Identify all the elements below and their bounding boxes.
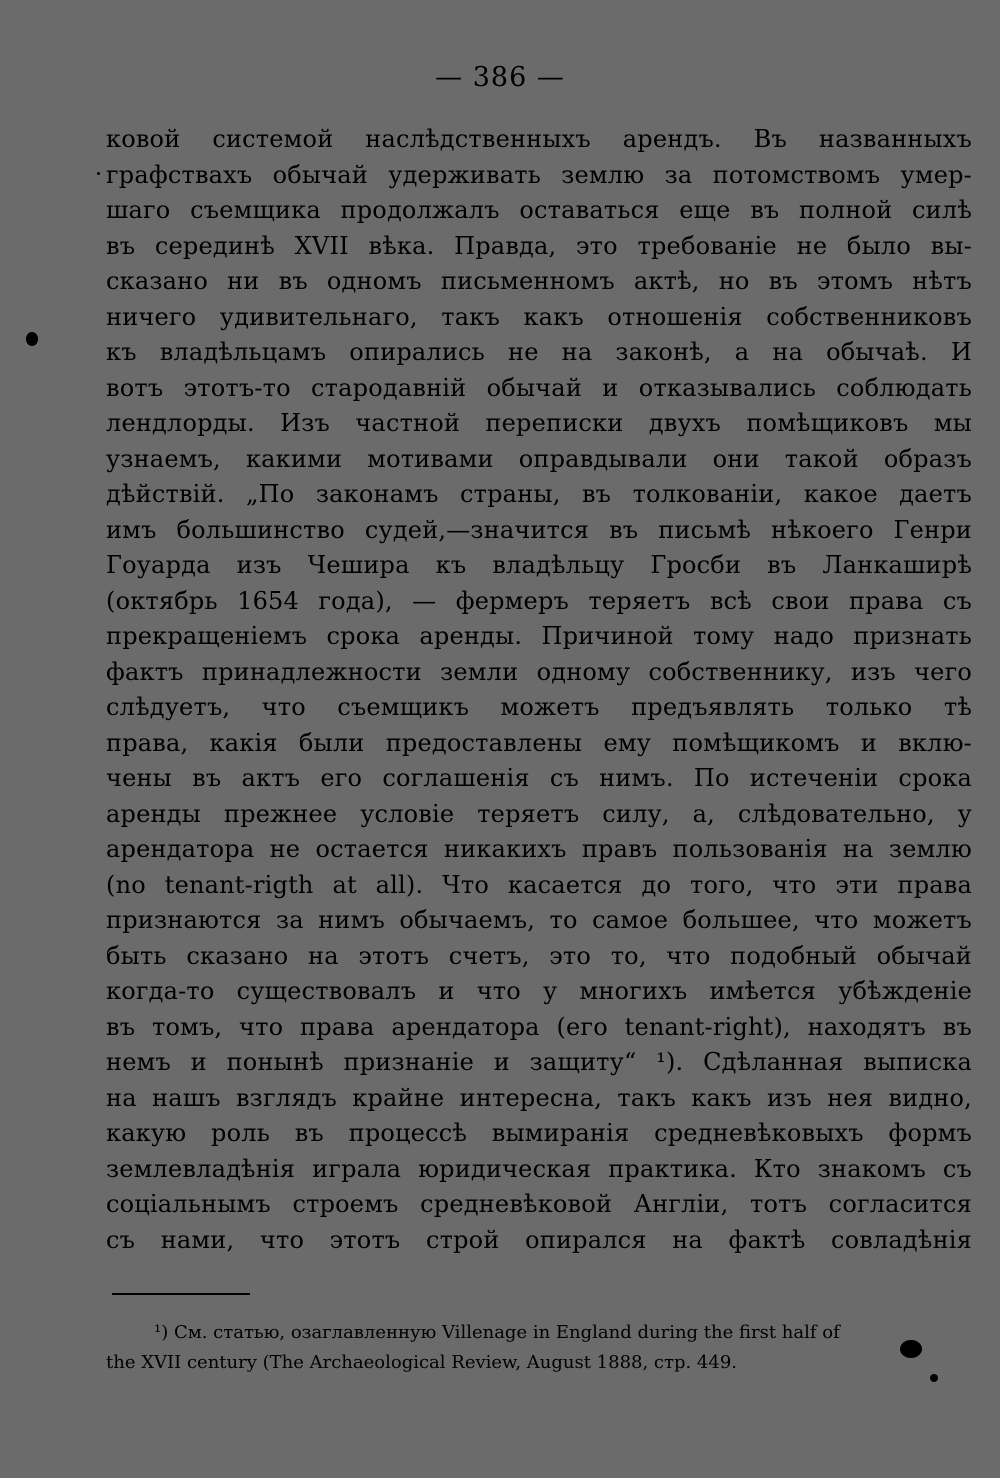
text-line: узнаемъ, какими мотивами оправдывали они такой образъ [106, 444, 972, 473]
text-line: соціальнымъ строемъ средневѣковой Англіи, тотъ согласится [106, 1190, 972, 1218]
text-line: (no tenant-rigth at all). Что касается до того, что эти права [106, 870, 972, 899]
body-text [106, 122, 972, 1258]
text-line: на нашъ взглядъ крайне интересна, такъ какъ изъ нея видно, [106, 1083, 972, 1112]
text-line: права, какія были предоставлены ему помѣщикомъ и вклю- [106, 728, 972, 757]
scan-speck [900, 1340, 922, 1358]
text-line: дѣйствій. „По законамъ страны, въ толкованіи, какое даетъ [106, 480, 972, 508]
text-line: вотъ этотъ-то стародавній обычай и отказывались соблюдать [106, 373, 972, 402]
text-line: немъ и понынѣ признаніе и защиту“ ¹). Сдѣланная выписка [106, 1048, 972, 1076]
text-line: въ томъ, что права арендатора (его tenant-right), находятъ въ [106, 1012, 972, 1041]
text-line: землевладѣнія играла юридическая практика. Кто знакомъ съ [106, 1154, 972, 1183]
text-line: когда-то существовалъ и что у многихъ имѣется убѣжденіе [106, 977, 972, 1005]
text-line: быть сказано на этотъ счетъ, это то, что подобный обычай [106, 941, 972, 970]
page-number: — 386 — [435, 62, 565, 93]
text-line: какую роль въ процессѣ вымиранія средневѣковыхъ формъ [106, 1119, 972, 1147]
text-line: шаго съемщика продолжалъ оставаться еще въ полной силѣ [106, 196, 972, 224]
text-line: слѣдуетъ, что съемщикъ можетъ предъявлять только тѣ [106, 693, 972, 721]
text-line: Гоуарда изъ Чешира къ владѣльцу Гросби въ Ланкаширѣ [106, 551, 972, 579]
text-line: имъ большинство судей,—значится въ письмѣ нѣкоего Генри [106, 515, 972, 544]
footnote-rule [112, 1293, 250, 1295]
text-line: къ владѣльцамъ опирались не на законѣ, а на обычаѣ. И [106, 338, 972, 366]
text-line: сказано ни въ одномъ письменномъ актѣ, но въ этомъ нѣтъ [106, 267, 972, 295]
text-line: фактъ принадлежности земли одному собственнику, изъ чего [106, 657, 972, 686]
text-line: арендатора не остается никакихъ правъ пользованія на землю [106, 835, 972, 863]
text-line: признаются за нимъ обычаемъ, то самое большее, что можетъ [106, 906, 972, 934]
text-line: (октябрь 1654 года), — фермеръ теряетъ всѣ свои права съ [106, 586, 972, 615]
text-line: съ нами, что этотъ строй опирался на фактѣ совладѣнія [106, 1225, 972, 1254]
text-line: въ серединѣ XVII вѣка. Правда, это требованіе не было вы- [106, 231, 972, 260]
footnote-line: ¹) См. статью, озаглавленную Villenage in England during the first half of [154, 1322, 840, 1343]
text-line: чены въ актъ его соглашенія съ нимъ. По истеченіи срока [106, 764, 972, 792]
text-line: ничего удивительнаго, такъ какъ отношенія собственниковъ [106, 302, 972, 331]
scan-speck [97, 172, 100, 175]
text-line: прекращеніемъ срока аренды. Причиной тому надо признать [106, 622, 972, 650]
text-line: ковой системой наслѣдственныхъ арендъ. Въ названныхъ [106, 125, 972, 153]
scan-speck [930, 1374, 938, 1382]
footnote-line: the XVII century (The Archaeological Review, August 1888, стр. 449. [106, 1352, 737, 1373]
scan-speck [26, 332, 38, 346]
text-line: аренды прежнее условіе теряетъ силу, а, слѣдовательно, у [106, 799, 972, 828]
text-line: лендлорды. Изъ частной переписки двухъ помѣщиковъ мы [106, 409, 972, 437]
text-line: графствахъ обычай удерживать землю за потомствомъ умер- [106, 160, 972, 189]
footnote [106, 1318, 972, 1378]
